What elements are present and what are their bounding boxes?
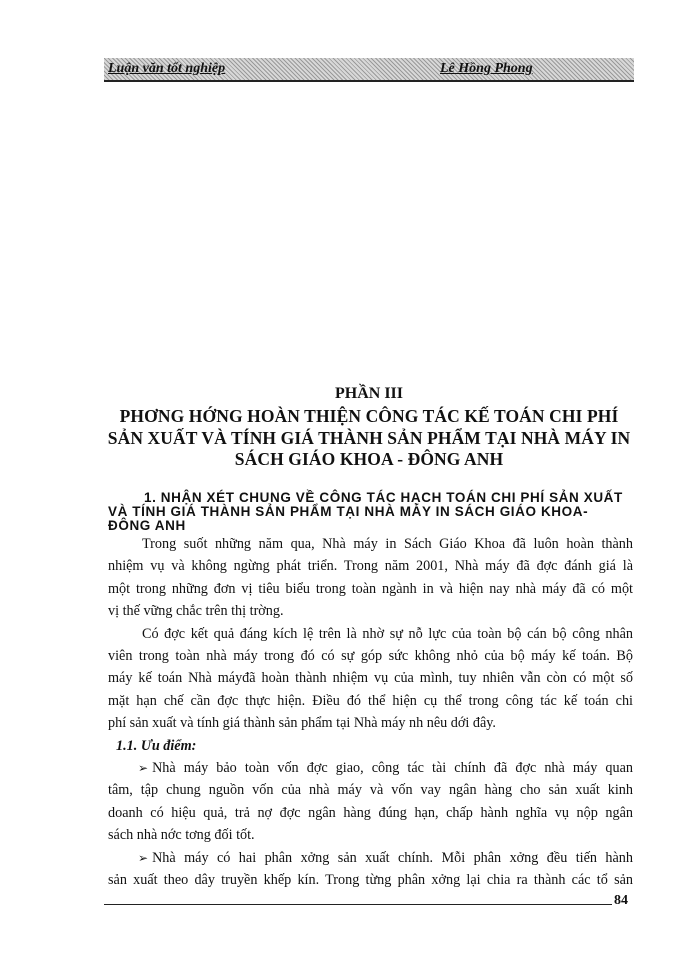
text-line: viên trong toàn nhà máy trong đó có sự góp sức không nhỏ của bộ máy kế toán. Bộ [108, 648, 633, 665]
text-line: doanh có hiệu quả, trả nợ đợc ngân hàng đúng hạn, chấp hành nghĩa vụ nộp ngân [108, 804, 633, 821]
header-author-name: Lê Hồng Phong [440, 61, 533, 76]
paragraph-achievements [108, 623, 633, 735]
text-line: vị thế vững chắc trên thị trờng. [108, 603, 284, 620]
footer-rule [104, 904, 612, 905]
section-heading-line: 1. NHẬN XÉT CHUNG VỀ CÔNG TÁC HẠCH TOÁN CHI PHÍ SẢN XUẤT [144, 490, 623, 505]
chapter-title-line: PHƠNG HỚNG HOÀN THIỆN CÔNG TÁC KẾ TOÁN CHI PHÍ [119, 406, 619, 426]
text-line: sách nhà nớc tơng đối tốt. [108, 827, 255, 844]
subheading-advantages: 1.1. Ưu điểm: [116, 737, 197, 754]
arrow-bullet-icon: ➢ [138, 850, 149, 865]
section-heading-line: VÀ TÍNH GIÁ THÀNH SẢN PHẨM TẠI NHÀ MÁY IN SÁCH GIÁO KHOA- [108, 504, 589, 519]
page-number: 84 [614, 893, 628, 908]
header-thesis-label: Luận văn tốt nghiệp [108, 61, 226, 76]
chapter-title [104, 406, 634, 471]
text-line: máy kế toán Nhà máyđã hoàn thành nhiệm vụ của mình, tuy nhiên vẫn còn có một số [108, 670, 633, 687]
text-line: Có đợc kết quả đáng kích lệ trên là nhờ sự nỗ lực của toàn bộ cán bộ công nhân [142, 625, 633, 642]
body-text [108, 533, 633, 892]
section-heading [108, 491, 643, 533]
text-line: Trong suốt những năm qua, Nhà máy in Sách Giáo Khoa đã luôn hoàn thành [142, 536, 633, 552]
paragraph-overview [108, 533, 633, 623]
text-line: phí sản xuất và tính giá thành sản phẩm tại Nhà máy nh nêu dới đây. [108, 715, 496, 732]
text-line: sản xuất theo dây truyền khếp kín. Trong từng phân xởng lại chia ra thành các tổ sản [108, 872, 633, 889]
text-line: tâm, tập chung nguồn vốn của nhà máy và vốn vay ngân hàng cho sản xuất kinh [108, 782, 633, 799]
text-line: ➢ Nhà máy có hai phân xởng sản xuất chính. Mỗi phân xởng đều tiến hành [138, 849, 633, 866]
part-title: PHẦN III [334, 385, 403, 402]
chapter-title-line: SÁCH GIÁO KHOA - ĐÔNG ANH [234, 449, 504, 469]
text-line: nhiệm vụ và không ngừng phát triển. Trong năm 2001, Nhà máy đã đợc đánh giá là [108, 558, 633, 575]
text-line: mặt hạn chế cần đợc thực hiện. Điều đó thể hiện cụ thể trong công tác kế toán chi [108, 692, 633, 709]
bullet-capital [108, 757, 633, 847]
bullet-workshops [108, 847, 633, 892]
text-line: một trong những đơn vị tiêu biểu trong toàn ngành in và hiện nay nhà máy đã có một [108, 580, 633, 597]
section-heading-line: ĐÔNG ANH [108, 518, 186, 533]
arrow-bullet-icon: ➢ [138, 761, 149, 776]
chapter-title-line: SẢN XUẤT VÀ TÍNH GIÁ THÀNH SẢN PHẨM TẠI NHÀ MÁY IN [107, 427, 631, 448]
text-line: ➢ Nhà máy bảo toàn vốn đợc giao, công tác tài chính đã đợc nhà máy quan [138, 760, 633, 777]
